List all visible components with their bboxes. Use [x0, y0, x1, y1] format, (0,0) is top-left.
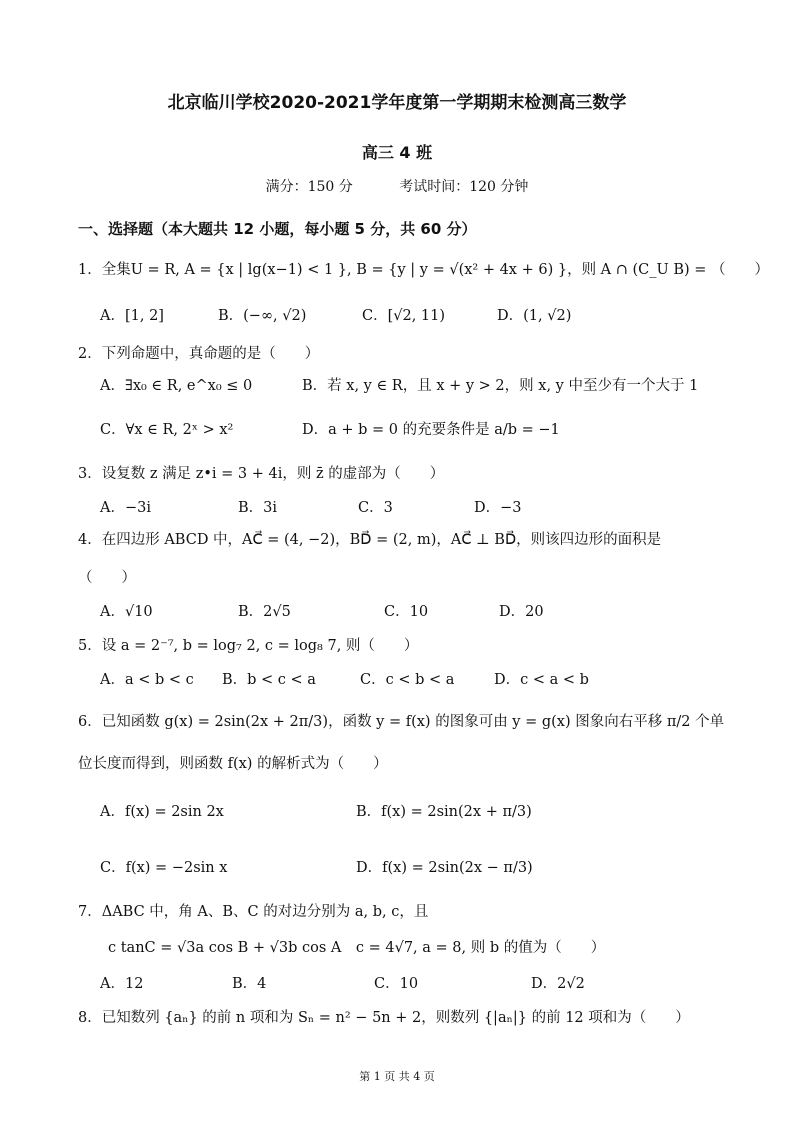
question-1-option-d: D．(1, √2): [497, 308, 572, 324]
question-6-stem: 6．已知函数 g(x) = 2sin(2x + 2π/3)，函数 y = f(x) 的图象可由 y = g(x) 图象向右平移 π/2 个单: [78, 714, 725, 730]
question-2-option-d: D．a + b = 0 的充要条件是 a/b = −1: [302, 422, 560, 438]
question-1-option-c: C．[√2, 11): [362, 308, 446, 324]
question-5-option-a: A．a < b < c: [100, 672, 194, 688]
question-3-option-d: D．−3: [474, 500, 522, 516]
question-5-stem: 5．设 a = 2⁻⁷, b = log₇ 2, c = log₈ 7, 则（ ）: [78, 638, 419, 654]
question-3-option-c: C．3: [358, 500, 393, 516]
question-5-option-d: D．c < a < b: [494, 672, 589, 688]
question-7-stem-cont: c tanC = √3a cos B + √3b cos A c = 4√7, a = 8, 则 b 的值为（ ）: [108, 940, 606, 956]
section-heading: 一、选择题（本大题共 12 小题，每小题 5 分，共 60 分）: [78, 220, 477, 238]
question-6-option-d: D．f(x) = 2sin(2x − π/3): [356, 860, 533, 876]
question-2-stem: 2．下列命题中，真命题的是（ ）: [78, 346, 320, 362]
question-2-option-a: A．∃x₀ ∈ R, e^x₀ ≤ 0: [100, 378, 253, 394]
page-footer: 第 1 页 共 4 页: [359, 1070, 435, 1083]
question-7-stem: 7．ΔABC 中，角 A、B、C 的对边分别为 a, b, c，且: [78, 904, 429, 920]
exam-meta: [0, 176, 794, 196]
question-5-option-b: B．b < c < a: [222, 672, 316, 688]
question-7-option-d: D．2√2: [531, 976, 585, 992]
question-7-option-b: B．4: [232, 976, 267, 992]
question-3-stem: 3．设复数 z 满足 z•i = 3 + 4i，则 z̄ 的虚部为（ ）: [78, 466, 445, 482]
question-2-option-b: B．若 x, y ∈ R，且 x + y > 2，则 x, y 中至少有一个大于 1: [302, 378, 699, 394]
class-name: 高三 4 班: [361, 143, 433, 162]
full-score: 满分：150 分: [265, 179, 353, 195]
question-4-stem: 4．在四边形 ABCD 中，AC⃗ = (4, −2)，BD⃗ = (2, m)，AC⃗ ⊥ BD⃗，则该四边形的面积是: [78, 532, 662, 548]
question-4-option-b: B．2√5: [238, 604, 291, 620]
question-7-option-c: C．10: [374, 976, 419, 992]
question-4-option-c: C．10: [384, 604, 429, 620]
question-3-option-a: A．−3i: [100, 500, 151, 516]
question-4-option-a: A．√10: [100, 604, 153, 620]
question-6-option-c: C．f(x) = −2sin x: [100, 860, 228, 876]
question-2-option-c: C．∀x ∈ R, 2ˣ > x²: [100, 422, 234, 438]
question-1-option-b: B．(−∞, √2): [218, 308, 307, 324]
question-4-stem-cont: （ ）: [78, 570, 136, 586]
question-6-option-b: B．f(x) = 2sin(2x + π/3): [356, 804, 532, 820]
question-1-option-a: A．[1, 2]: [100, 308, 164, 324]
question-6-stem-cont: 位长度而得到，则函数 f(x) 的解析式为（ ）: [78, 756, 388, 772]
question-8-stem: 8．已知数列 {aₙ} 的前 n 项和为 Sₙ = n² − 5n + 2，则数列 {|aₙ|} 的前 12 项和为（ ）: [78, 1010, 690, 1026]
question-5-option-c: C．c < b < a: [360, 672, 455, 688]
page-title: 北京临川学校2020-2021学年度第一学期期末检测高三数学: [167, 93, 627, 113]
question-6-option-a: A．f(x) = 2sin 2x: [100, 804, 224, 820]
question-7-option-a: A．12: [100, 976, 144, 992]
question-4-option-d: D．20: [499, 604, 544, 620]
question-3-option-b: B．3i: [238, 500, 278, 516]
exam-time: 考试时间：120 分钟: [399, 179, 529, 195]
question-1-stem: 1．全集U = R, A = {x | lg(x−1) < 1 }, B = {y | y = √(x² + 4x + 6) }，则 A ∩ (C_U B) = （ ）: [78, 262, 770, 278]
